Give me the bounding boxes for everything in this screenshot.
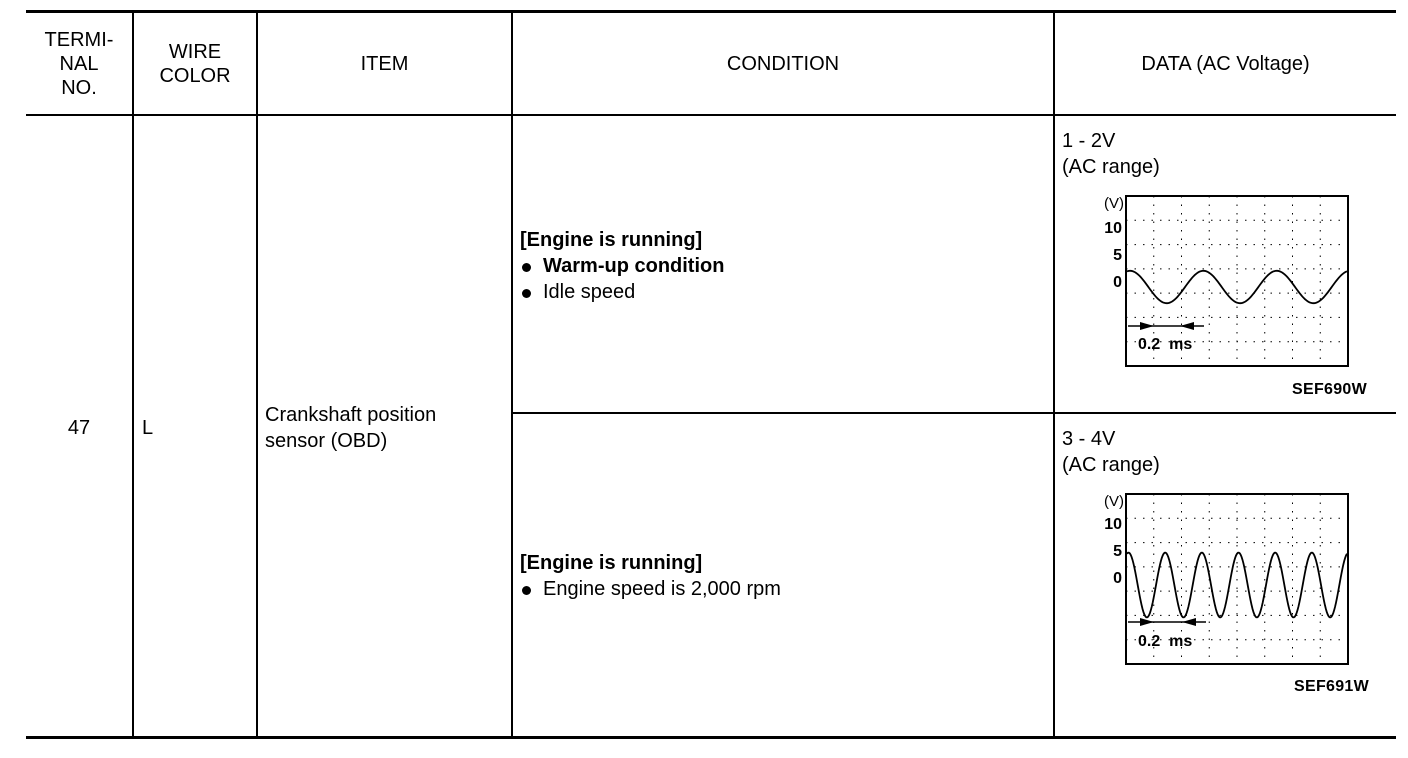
header-terminal-no: TERMI- NAL NO.: [44, 28, 114, 99]
column-divider-4: [1053, 10, 1055, 738]
condition-2-title: [Engine is running]: [520, 552, 703, 574]
item-name-line-1: Crankshaft position: [265, 404, 437, 426]
data-2-values: [1062, 426, 1160, 478]
y-tick-0: 0: [1113, 570, 1122, 587]
data-1-voltage: 1 - 2V: [1062, 130, 1116, 152]
column-divider-2: [256, 10, 258, 738]
row-divider: [512, 412, 1396, 414]
condition-2: [520, 550, 781, 602]
header-item: ITEM: [360, 52, 409, 75]
data-1-values: [1062, 128, 1160, 180]
bullet-icon: [522, 263, 531, 272]
waveform-svg-2: [1082, 484, 1354, 668]
y-tick-10: 10: [1104, 220, 1122, 237]
terminal-number: 47: [67, 417, 91, 439]
bullet-icon: [522, 289, 531, 298]
condition-1-bullet-2: [520, 279, 724, 305]
data-2-voltage: 3 - 4V: [1062, 428, 1116, 450]
y-tick-5: 5: [1113, 543, 1122, 560]
header-bottom-border: [26, 114, 1396, 116]
condition-1-bullet-2-text: Idle speed: [543, 281, 636, 303]
y-tick-0: 0: [1113, 274, 1122, 291]
column-divider-3: [511, 10, 513, 738]
item-name: [265, 402, 436, 454]
figure-code-1: SEF690W: [1292, 381, 1368, 398]
condition-1-bullet-1-text: Warm-up condition: [543, 255, 725, 277]
y-tick-10: 10: [1104, 516, 1122, 533]
waveform-svg-1: [1082, 186, 1354, 370]
data-2-range: (AC range): [1062, 454, 1160, 476]
y-tick-5: 5: [1113, 247, 1122, 264]
figure-code-2: SEF691W: [1294, 678, 1370, 695]
header-condition: CONDITION: [726, 52, 840, 75]
time-scale-label: 0.2 ms: [1138, 336, 1193, 353]
header-data: DATA (AC Voltage): [1141, 52, 1310, 75]
condition-2-bullet-1-text: Engine speed is 2,000 rpm: [543, 578, 781, 600]
condition-1-bullet-1: [520, 253, 724, 279]
header-wire-color: WIRE COLOR: [159, 40, 231, 87]
waveform-scope-1: [1082, 186, 1354, 370]
condition-1: [520, 227, 724, 305]
bullet-icon: [522, 586, 531, 595]
condition-1-title: [Engine is running]: [520, 229, 703, 251]
condition-2-bullet-1: [520, 576, 781, 602]
table-bottom-border: [26, 736, 1396, 739]
column-divider-1: [132, 10, 134, 738]
waveform-scope-2: [1082, 484, 1354, 668]
time-scale-label: 0.2 ms: [1138, 633, 1193, 650]
scope-unit-label: (V): [1104, 493, 1124, 510]
scope-unit-label: (V): [1104, 195, 1124, 212]
item-name-line-2: sensor (OBD): [265, 430, 388, 452]
data-1-range: (AC range): [1062, 156, 1160, 178]
wire-color: L: [142, 417, 154, 439]
